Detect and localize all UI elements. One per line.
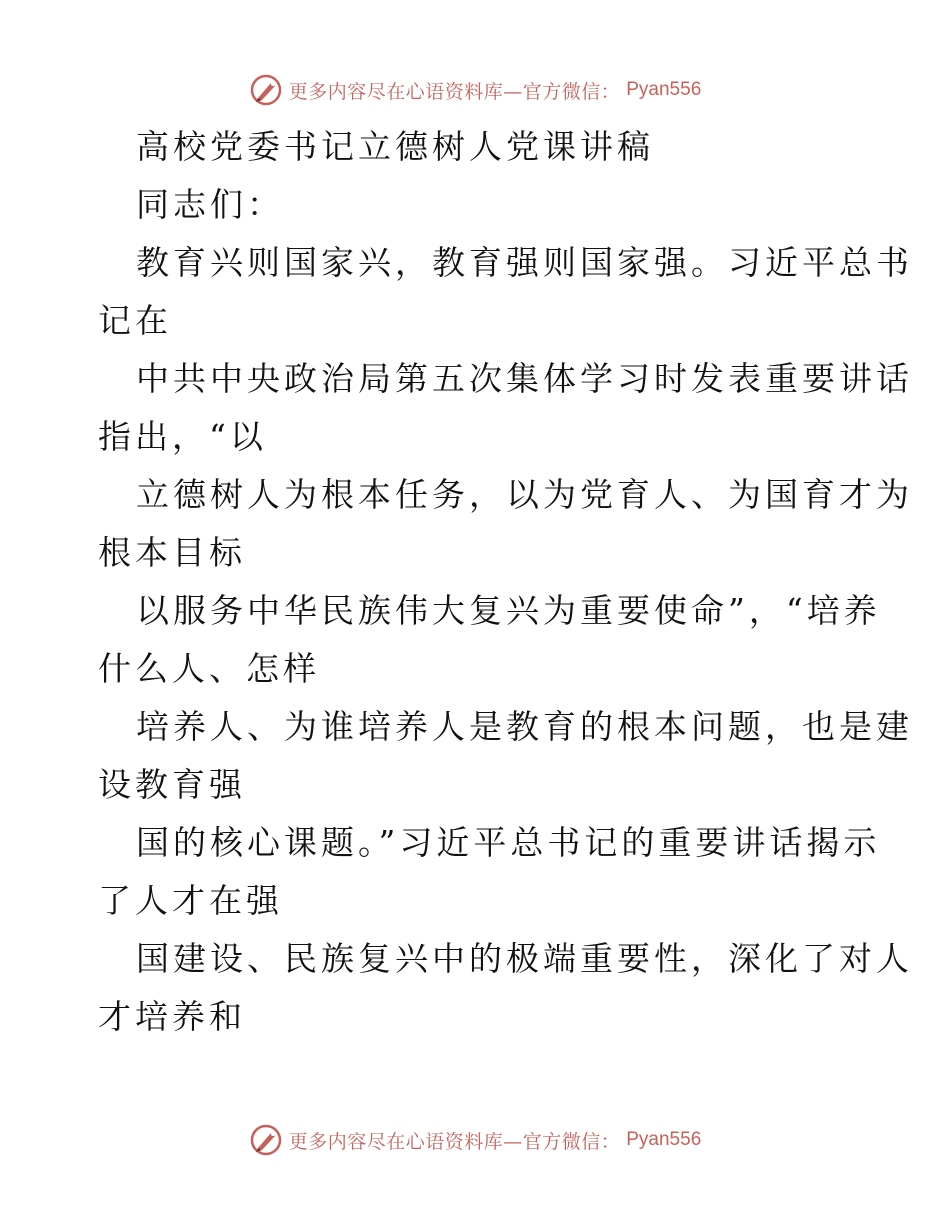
body-line: 以服务中华民族伟大复兴为重要使命”，“培养 bbox=[136, 591, 881, 630]
header-banner-text: 更多内容尽在心语资料库—官方微信： bbox=[288, 80, 621, 103]
header-banner bbox=[0, 70, 950, 110]
body-line: 培养人、为谁培养人是教育的根本问题，也是建 bbox=[136, 707, 913, 746]
body-line: 国建设、民族复兴中的极端重要性，深化了对人 bbox=[136, 939, 913, 978]
footer-banner-handle: Pyan556 bbox=[626, 1129, 702, 1150]
body-line: 了人才在强 bbox=[98, 881, 283, 920]
body-line: 根本目标 bbox=[98, 533, 246, 572]
header-banner-handle: Pyan556 bbox=[626, 79, 702, 100]
body-line: 记在 bbox=[98, 301, 172, 340]
body-line: 才培养和 bbox=[98, 997, 246, 1036]
body-line: 中共中央政治局第五次集体学习时发表重要讲话 bbox=[136, 359, 913, 398]
body-line: 什么人、怎样 bbox=[98, 649, 320, 688]
document-body bbox=[98, 118, 913, 1046]
pen-logo-icon bbox=[249, 1123, 283, 1157]
document-title: 高校党委书记立德树人党课讲稿 bbox=[136, 127, 654, 166]
footer-banner-content bbox=[249, 1123, 702, 1157]
body-line: 设教育强 bbox=[98, 765, 246, 804]
body-line: 指出，“以 bbox=[98, 417, 267, 456]
body-line: 国的核心课题。”习近平总书记的重要讲话揭示 bbox=[136, 823, 881, 862]
pen-logo-icon bbox=[249, 73, 283, 107]
footer-banner bbox=[0, 1120, 950, 1160]
header-banner-content bbox=[249, 73, 702, 107]
body-line: 教育兴则国家兴，教育强则国家强。习近平总书 bbox=[136, 243, 913, 282]
footer-banner-text: 更多内容尽在心语资料库—官方微信： bbox=[288, 1130, 621, 1153]
body-line: 立德树人为根本任务，以为党育人、为国育才为 bbox=[136, 475, 913, 514]
document-greeting: 同志们： bbox=[136, 185, 284, 224]
